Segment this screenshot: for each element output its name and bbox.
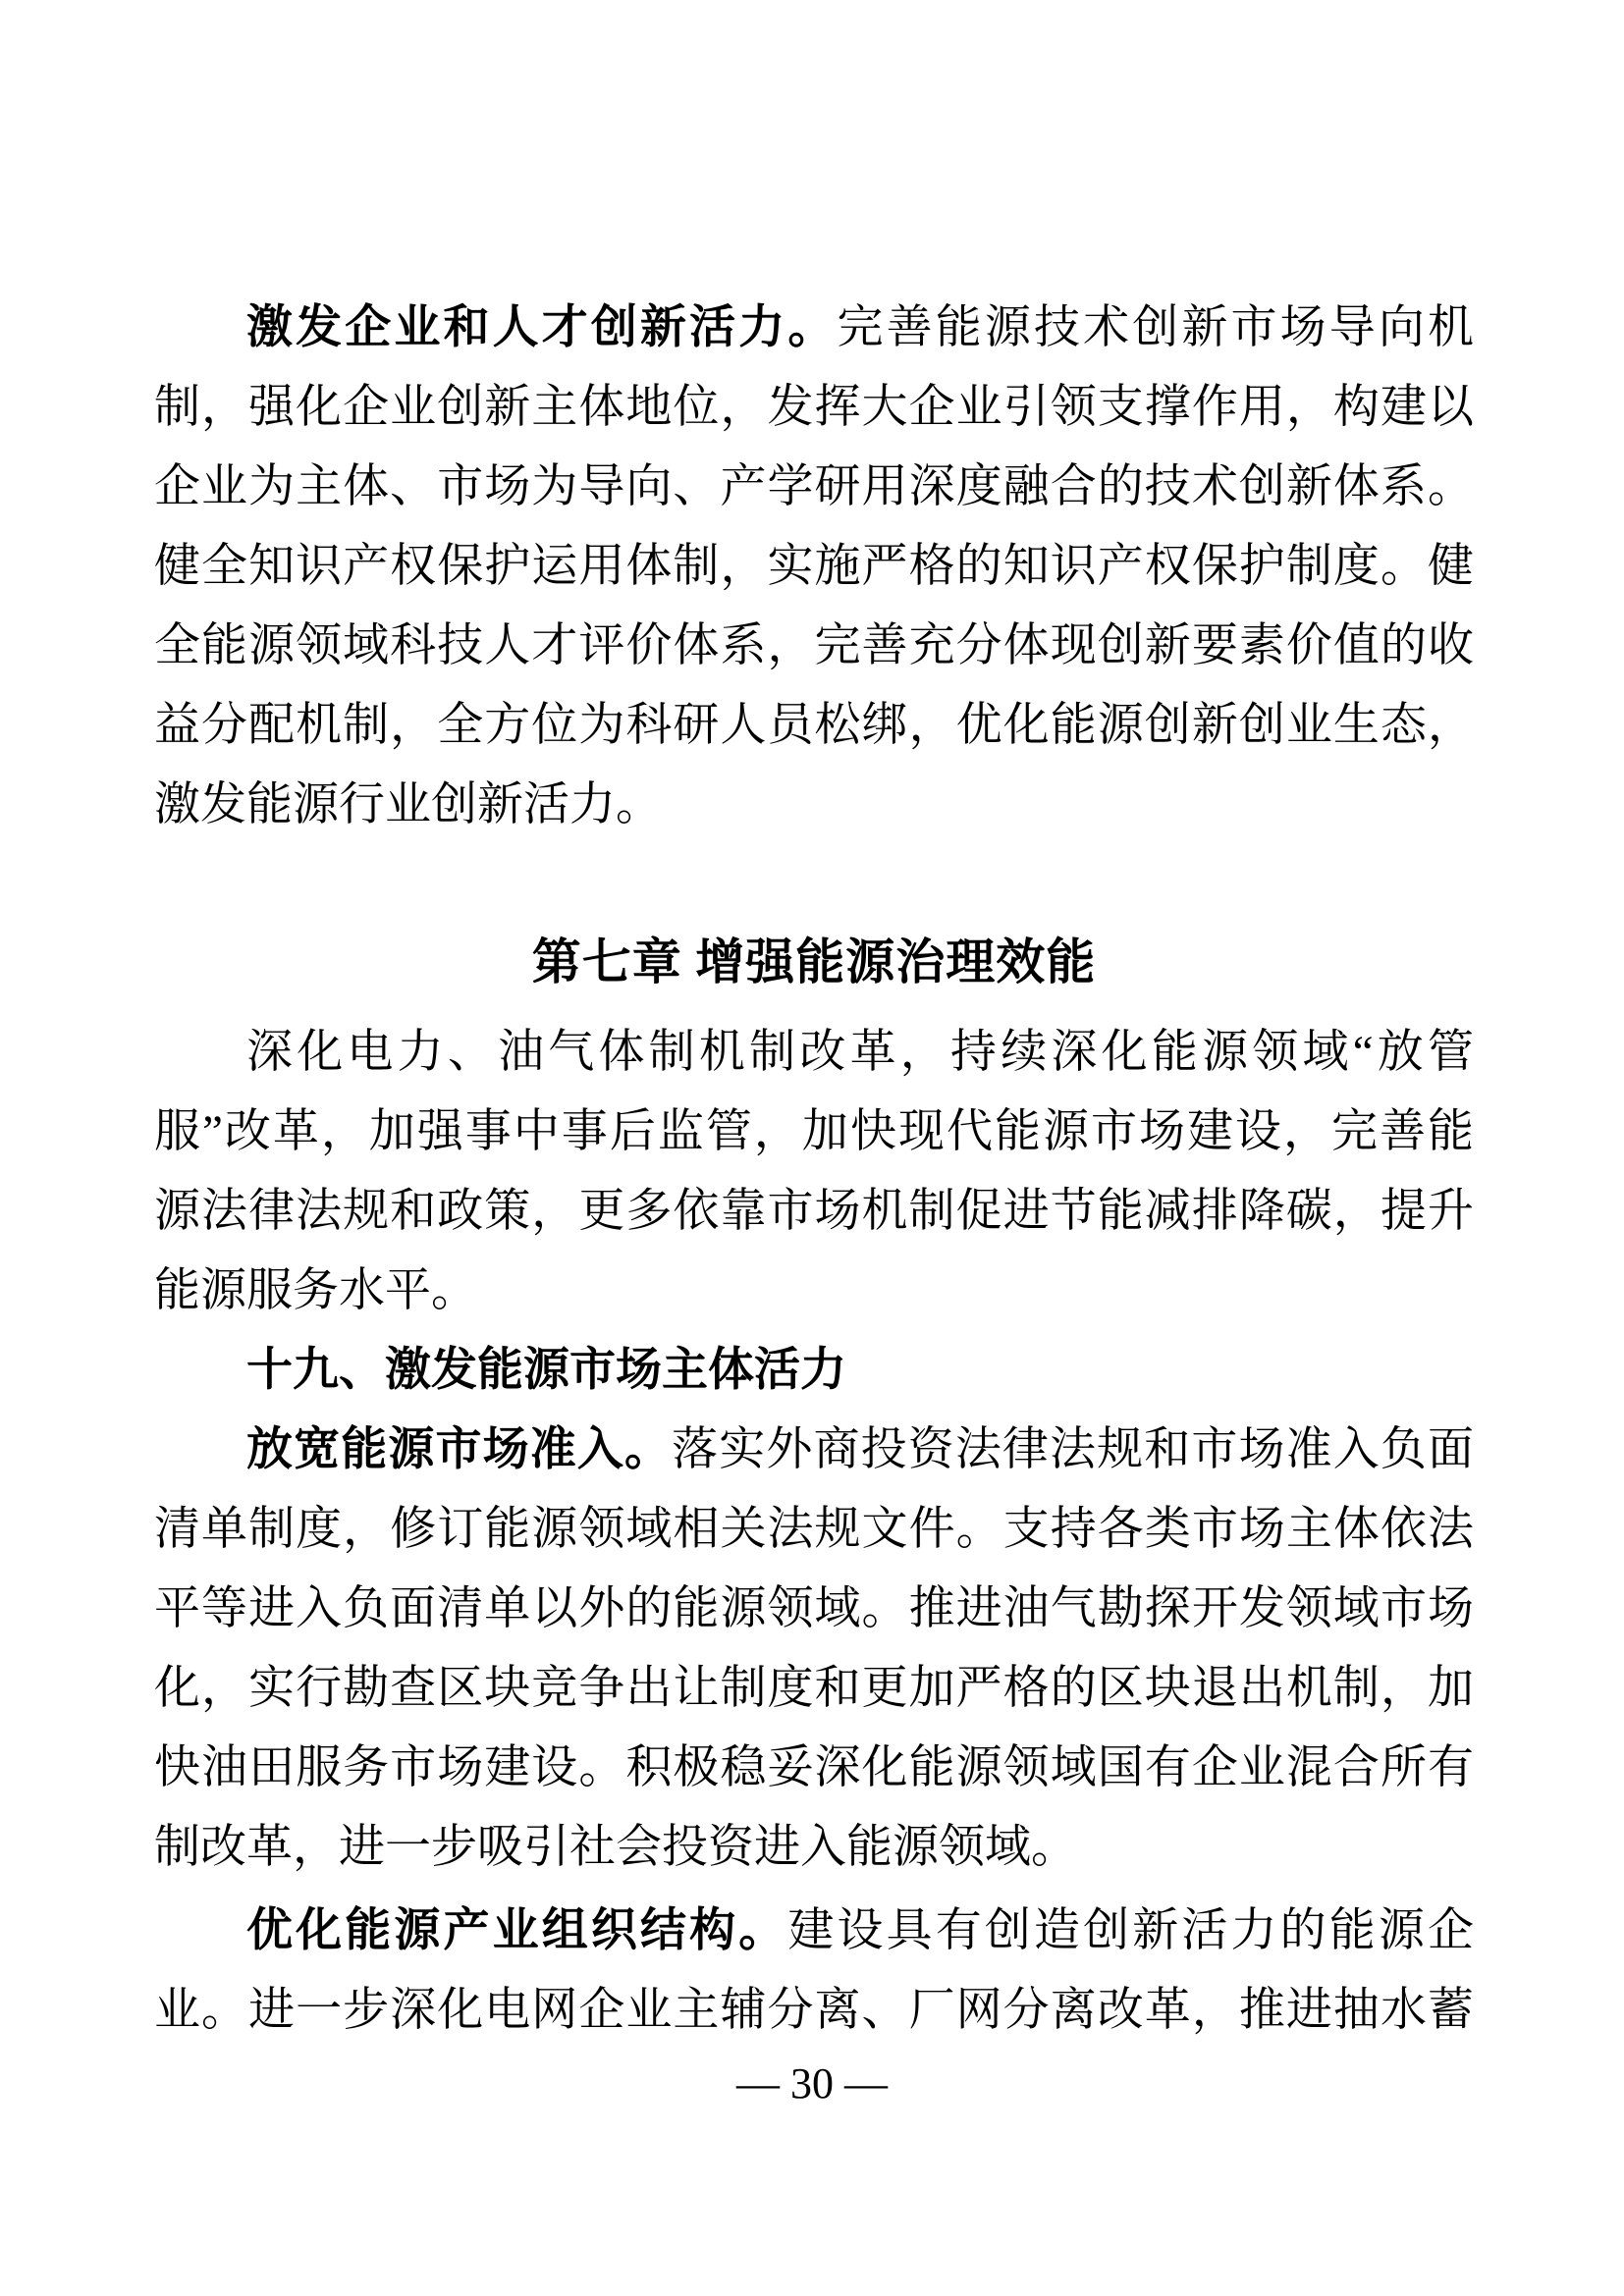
text-line: 全能源领域科技人才评价体系，完善充分体现创新要素价值的收 xyxy=(154,620,1474,671)
text-line: 业。进一步深化电网企业主辅分离、厂网分离改革，推进抽水蓄 xyxy=(154,1985,1474,2036)
text-line: 企业为主体、市场为导向、产学研用深度融合的技术创新体系。 xyxy=(154,461,1474,512)
bold-lead: 优化能源产业组织结构。 xyxy=(246,1905,788,1956)
text-line: 健全知识产权保护运用体制，实施严格的知识产权保护制度。健 xyxy=(154,541,1474,592)
text-line: 能源服务水平。 xyxy=(154,1265,477,1316)
text-line: 优化能源产业组织结构。建设具有创造创新活力的能源企 xyxy=(246,1905,1474,1956)
text-line: 深化电力、油气体制机制改革，持续深化能源领域“放管 xyxy=(246,1027,1474,1078)
text-line: 激发能源行业创新活力。 xyxy=(154,779,662,830)
section-heading: 十九、激发能源市场主体活力 xyxy=(246,1345,846,1396)
text-line: 激发企业和人才创新活力。完善能源技术创新市场导向机 xyxy=(246,302,1474,353)
page-footer xyxy=(0,2044,1624,2123)
page-number: — 30 — xyxy=(736,2059,888,2108)
paragraph xyxy=(154,289,1474,845)
text-line: 服”改革，加强事中事后监管，加快现代能源市场建设，完善能 xyxy=(154,1106,1474,1157)
paragraph xyxy=(154,1411,1474,1888)
text-line: 放宽能源市场准入。落实外商投资法律法规和市场准入负面 xyxy=(246,1424,1474,1475)
text-line: 制，强化企业创新主体地位，发挥大企业引领支撑作用，构建以 xyxy=(154,382,1474,433)
chapter-heading: 第七章 增强能源治理效能 xyxy=(531,934,1097,989)
text-line: 清单制度，修订能源领域相关法规文件。支持各类市场主体依法 xyxy=(154,1504,1474,1555)
paragraph xyxy=(154,1013,1474,1331)
text-line: 平等进入负面清单以外的能源领域。推进油气勘探开发领域市场 xyxy=(154,1583,1474,1634)
paragraph xyxy=(154,1892,1474,2051)
text-line: 快油田服务市场建设。积极稳妥深化能源领域国有企业混合所有 xyxy=(154,1742,1474,1793)
text-line: 益分配机制，全方位为科研人员松绑，优化能源创新创业生态， xyxy=(154,700,1474,751)
bold-lead: 放宽能源市场准入。 xyxy=(246,1424,673,1475)
text-line: 制改革，进一步吸引社会投资进入能源领域。 xyxy=(154,1822,1077,1873)
bold-lead: 激发企业和人才创新活力。 xyxy=(246,302,838,353)
text-line: 化，实行勘查区块竞争出让制度和更加严格的区块退出机制，加 xyxy=(154,1663,1474,1714)
document-content xyxy=(154,289,1474,2051)
text-line: 源法律法规和政策，更多依靠市场机制促进节能减排降碳，提升 xyxy=(154,1186,1474,1237)
